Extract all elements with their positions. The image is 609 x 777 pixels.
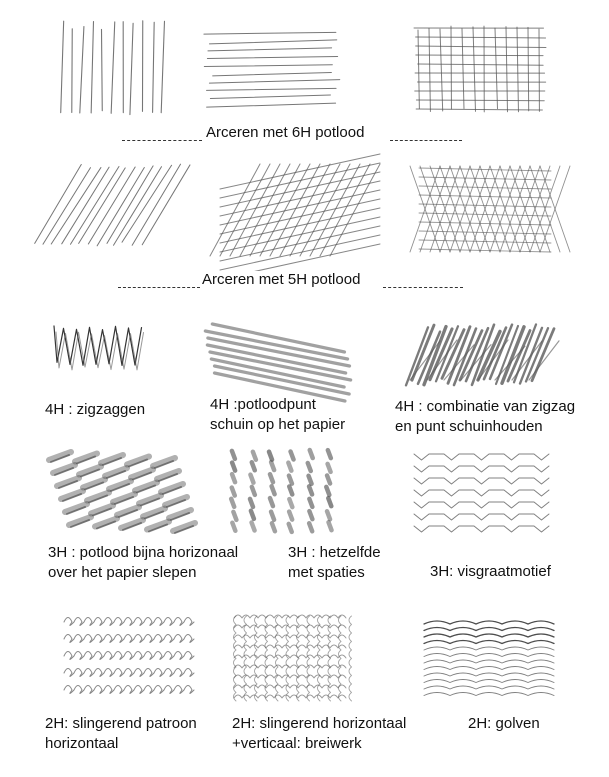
label-swirl-2: horizontaal — [45, 735, 119, 752]
combination-swatch — [400, 320, 555, 392]
label-spaced-1: 3H : hetzelfde — [288, 544, 381, 561]
zigzag-swatch — [50, 318, 150, 373]
label-spaced-2: met spaties — [288, 564, 365, 581]
herringbone-swatch — [410, 446, 555, 541]
cross-hatch-swatch — [410, 22, 550, 117]
section-title-5h: Arceren met 5H potlood — [202, 271, 361, 288]
label-combination-1: 4H : combinatie van zigzag — [395, 398, 576, 415]
label-waves: 2H: golven — [468, 715, 540, 732]
drag-pencil-swatch — [45, 446, 195, 536]
vertical-hatch-swatch — [55, 18, 170, 118]
separator-left-6h — [122, 140, 202, 141]
waves-swatch — [420, 618, 555, 703]
diagonal-hatch-swatch — [30, 162, 195, 250]
label-herringbone: 3H: visgraatmotief — [430, 563, 551, 580]
label-swirl-1: 2H: slingerend patroon — [45, 715, 197, 732]
pencil-tip-swatch — [195, 318, 360, 388]
spaced-strokes-swatch — [225, 446, 340, 536]
label-knitwork-2: +verticaal: breiwerk — [232, 735, 362, 752]
label-combination-2: en punt schuinhouden — [395, 418, 543, 435]
separator-right-5h — [383, 287, 463, 288]
triple-cross-hatch-swatch — [415, 162, 555, 257]
label-drag-2: over het papier slepen — [48, 564, 197, 581]
label-knitwork-1: 2H: slingerend horizontaal — [232, 715, 407, 732]
label-pencil-tip-2: schuin op het papier — [210, 416, 346, 433]
label-pencil-tip-1: 4H :potloodpunt — [210, 396, 316, 413]
knitwork-swatch — [230, 612, 360, 707]
separator-right-6h — [390, 140, 462, 141]
label-drag-1: 3H : potlood bijna horizonaal — [48, 544, 239, 561]
label-zigzag: 4H : zigzaggen — [45, 401, 146, 418]
horizontal-hatch-swatch — [195, 28, 345, 113]
diagonal-cross-hatch-swatch — [215, 162, 385, 260]
separator-left-5h — [118, 287, 200, 288]
section-title-6h: Arceren met 6H potlood — [206, 124, 365, 141]
swirl-pattern-swatch — [60, 612, 210, 704]
